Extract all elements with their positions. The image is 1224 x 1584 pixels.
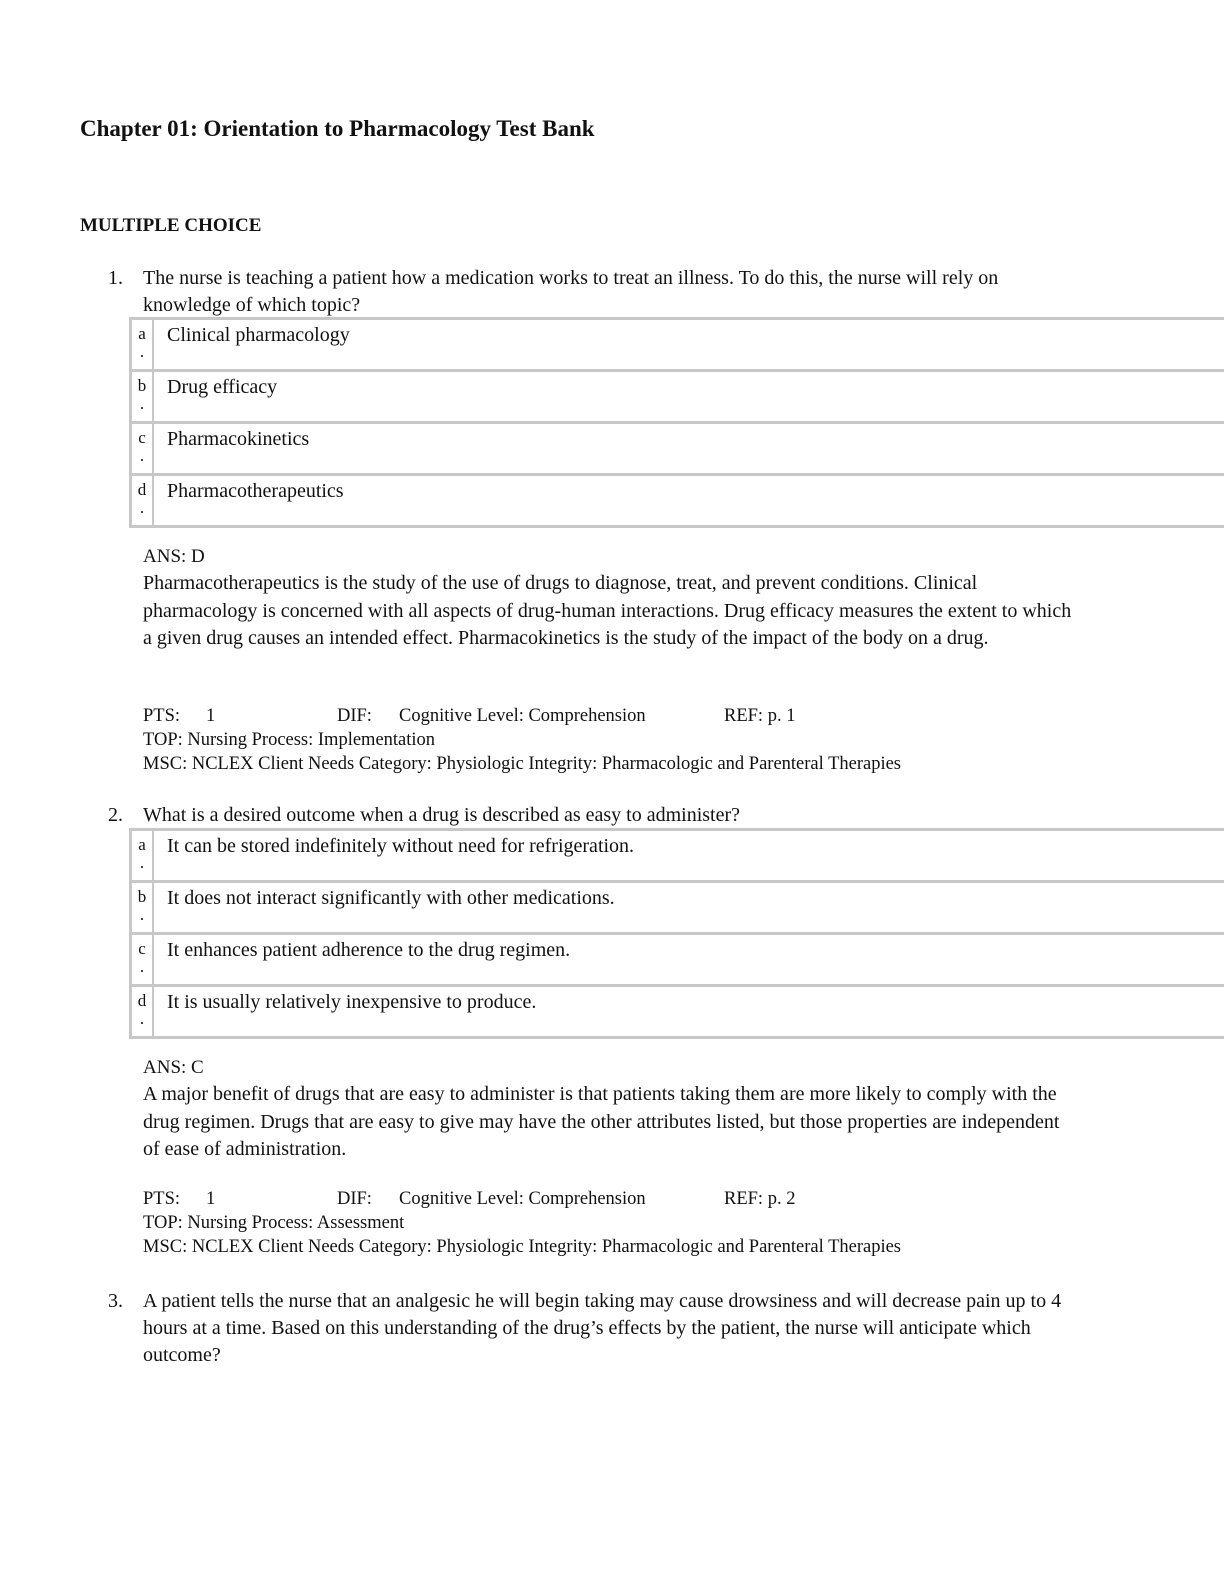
ref-text: REF: p. 1 — [724, 706, 796, 726]
question-stem: A patient tells the nurse that an analgesic he will begin taking may cause drowsiness and will decrease pain up to 4 hours at a time. Based on this understanding of the drug’s effects by the patient, the nurse will anticipate which outcome? — [143, 1290, 1062, 1366]
choice-letter: c . — [132, 424, 154, 473]
choice-table — [129, 317, 1224, 528]
choice-text: Pharmacokinetics — [167, 428, 310, 450]
choice-row-d — [132, 987, 1224, 1039]
choice-letter: b . — [132, 372, 154, 421]
section-heading: MULTIPLE CHOICE — [80, 215, 262, 236]
meta-row-pts — [143, 1187, 1143, 1211]
rationale: A major benefit of drugs that are easy to administer is that patients taking them are more likely to comply with the drug regimen. Drugs that are easy to give may have the other attributes listed, but those properties are independent of ease of administration. — [143, 1083, 1060, 1160]
pts-label: PTS: — [143, 706, 181, 726]
ref-text: REF: p. 2 — [724, 1189, 796, 1209]
question-stem: What is a desired outcome when a drug is described as easy to administer? — [143, 804, 741, 826]
msc-text: MSC: NCLEX Client Needs Category: Physiologic Integrity: Pharmacologic and Parenteral Therapies — [143, 1237, 902, 1257]
meta-row-msc — [143, 1235, 1143, 1259]
pts-label: PTS: — [143, 1189, 181, 1209]
question-metadata — [143, 704, 1143, 776]
rationale: Pharmacotherapeutics is the study of the use of drugs to diagnose, treat, and prevent conditions. Clinical pharmacology is concerned with all aspects of drug-human interactions. Drug efficacy measures the extent to which a given drug causes an intended effect. Pharmacokinetics is the study of the impact of the body on a drug. — [143, 572, 1072, 649]
pts-value: 1 — [206, 706, 216, 726]
meta-row-pts — [143, 704, 1143, 728]
answer-key: ANS: C — [143, 1057, 204, 1078]
choice-letter: d . — [132, 987, 154, 1036]
choice-row-a — [132, 831, 1224, 883]
answer-key: ANS: D — [143, 546, 205, 567]
top-text: TOP: Nursing Process: Implementation — [143, 730, 436, 750]
choice-text: It can be stored indefinitely without need for refrigeration. — [167, 835, 635, 857]
choice-text: Pharmacotherapeutics — [167, 480, 344, 502]
question-metadata — [143, 1187, 1143, 1259]
question-stem: The nurse is teaching a patient how a medication works to treat an illness. To do this, the nurse will rely on knowledge of which topic? — [143, 267, 999, 316]
choice-row-b — [132, 883, 1224, 935]
choice-letter: a . — [132, 831, 154, 880]
top-text: TOP: Nursing Process: Assessment — [143, 1213, 405, 1233]
choice-row-d — [132, 476, 1224, 528]
choice-letter: c . — [132, 935, 154, 984]
choice-text: It does not interact significantly with other medications. — [167, 887, 615, 909]
choice-row-a — [132, 320, 1224, 372]
dif-value: Cognitive Level: Comprehension — [399, 1189, 646, 1209]
dif-value: Cognitive Level: Comprehension — [399, 706, 646, 726]
choice-table — [129, 828, 1224, 1039]
meta-row-top — [143, 1211, 1143, 1235]
choice-text: Drug efficacy — [167, 376, 278, 398]
pts-value: 1 — [206, 1189, 216, 1209]
question-number: 3. — [108, 1290, 123, 1312]
question-number: 2. — [108, 804, 123, 826]
msc-text: MSC: NCLEX Client Needs Category: Physiologic Integrity: Pharmacologic and Parenteral Therapies — [143, 754, 902, 774]
choice-row-b — [132, 372, 1224, 424]
meta-row-msc — [143, 752, 1143, 776]
choice-letter: d . — [132, 476, 154, 525]
choice-letter: b . — [132, 883, 154, 932]
dif-label: DIF: — [337, 706, 372, 726]
page-title: Chapter 01: Orientation to Pharmacology Test Bank — [80, 116, 595, 141]
choice-letter: a . — [132, 320, 154, 369]
choice-text: It is usually relatively inexpensive to produce. — [167, 991, 537, 1013]
question-number: 1. — [108, 267, 123, 289]
dif-label: DIF: — [337, 1189, 372, 1209]
meta-row-top — [143, 728, 1143, 752]
choice-row-c — [132, 424, 1224, 476]
choice-row-c — [132, 935, 1224, 987]
choice-text: Clinical pharmacology — [167, 324, 350, 346]
choice-text: It enhances patient adherence to the drug regimen. — [167, 939, 571, 961]
